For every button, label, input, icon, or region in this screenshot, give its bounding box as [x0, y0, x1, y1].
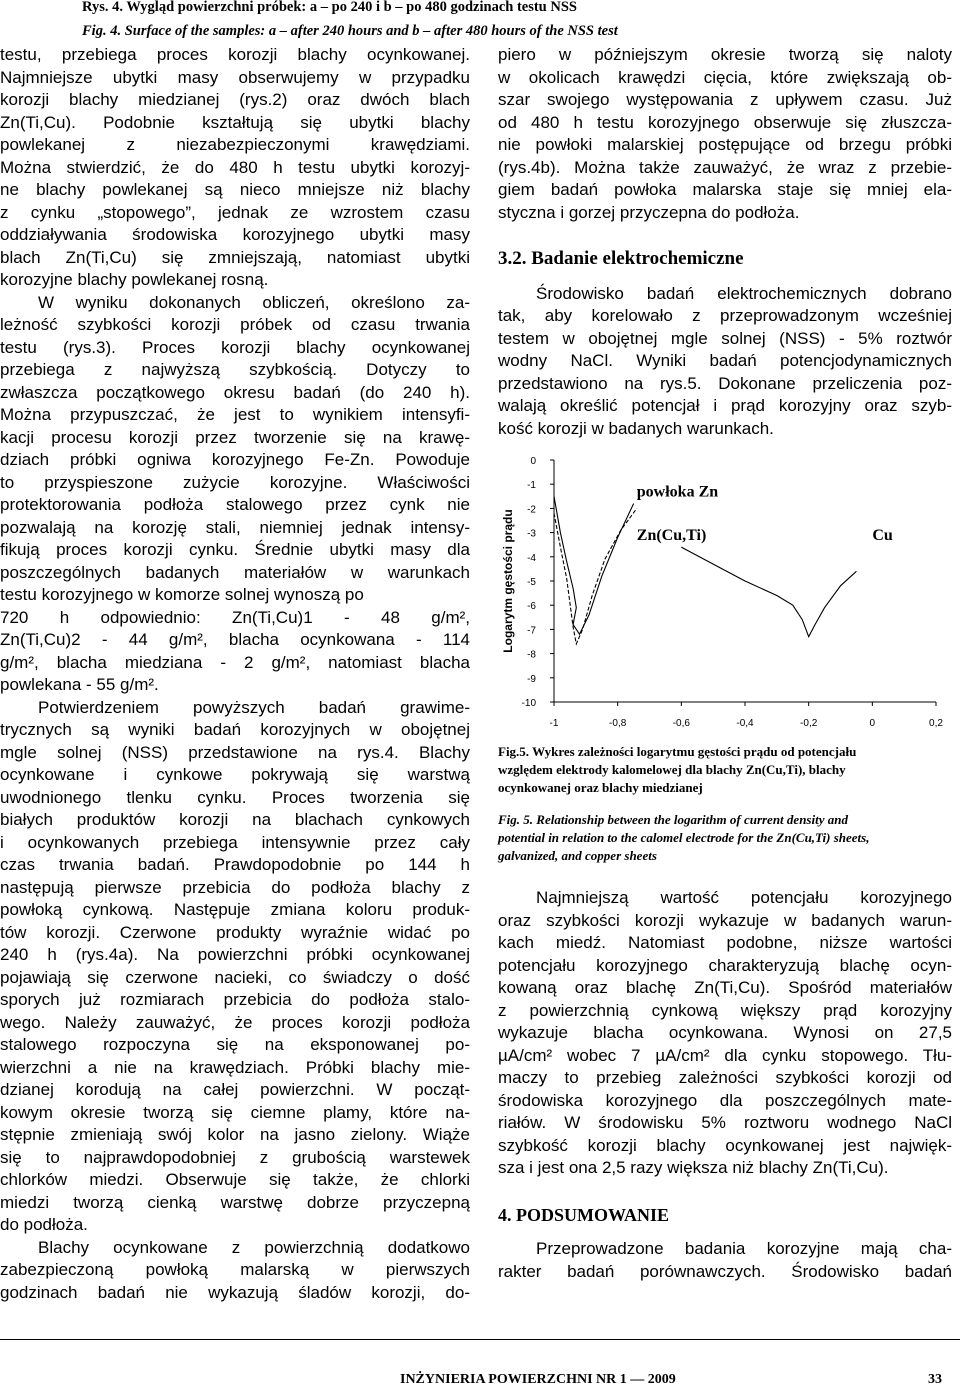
text-line: chlorków miedzi. Obserwuje się także, że chlorki [0, 1170, 470, 1189]
text-line: czas trwania badań. Prawdopodobnie po 144 h [0, 855, 470, 874]
text-line: nie powłoki malarskiej postępujące od brzegu próbki [498, 135, 952, 154]
text-line: kość korozji w badanych warunkach. [498, 418, 774, 438]
text-line: tów korozji. Czerwone produkty wyraźnie widać po [0, 922, 470, 942]
text-line: walają określić potencjał i prąd korozyjny oraz szyb- [498, 396, 952, 415]
text-line: godzinach badań nie wykazują śladów korozji, do- [0, 1282, 470, 1302]
text-line: stępnie zmieniają swój kolor na jasno zielony. Wiąże [0, 1125, 470, 1144]
legend-label: Zn(Cu,Ti) [636, 526, 707, 544]
text-line: Można stwierdzić, że do 480 h testu ubytki korozyj- [0, 157, 470, 177]
text-line: oddziaływania środowiska korozyjnego ubytki masy [0, 225, 470, 244]
y-tick-label: -2 [527, 504, 536, 516]
text-line: kach miedź. Natomiast podobne, niższe wartości [498, 933, 952, 952]
text-line: zabezpieczoną powłoką malarską w pierwszych [0, 1260, 470, 1279]
paragraph [0, 44, 470, 292]
text-line: z powierzchnią cynkową większy prąd korozyjny [498, 1000, 952, 1020]
text-line: trycznych są wyniki badań korozyjnych w obojętnej [0, 720, 470, 739]
caption-line: ocynkowanej oraz blachy miedzianej [498, 780, 703, 795]
y-axis-label: Logarytm gęstości prądu [501, 509, 515, 653]
text-line: uwodnionego tlenku cynku. Proces tworzenia się [0, 787, 470, 807]
paragraph [498, 887, 952, 1045]
figure-4-caption-pl: Rys. 4. Wygląd powierzchni próbek: a – po 240 i b – po 480 godzinach testu NSS [82, 0, 577, 15]
text-line: Przeprowadzone badania korozyjne mają cha- [536, 1239, 952, 1258]
text-line: się to najprawdopodobniej z grubością warstewek [0, 1147, 470, 1167]
text-line: od 480 h testu korozyjnego obserwuje się złuszcza- [498, 112, 952, 132]
text-line: maczy to przebieg zależności szybkości korozji od [498, 1068, 952, 1087]
series-line-2 [681, 547, 856, 637]
caption-line: Fig.5. Wykres zależności logarytmu gęstości prądu od potencjału [498, 744, 857, 759]
text-line: stalowego rozpoczyna się na eksponowanej po- [0, 1035, 470, 1054]
paragraph [0, 292, 470, 607]
x-tick-label: -0,4 [736, 718, 754, 729]
text-line: przebiega z najwyższą szybkością. Dotyczy to [0, 360, 470, 379]
text-line: poszczególnych badanych materiałów w warunkach [0, 562, 470, 582]
text-line: wykazuje blacha ocynkowana. Wynosi on 27,5 [498, 1023, 952, 1042]
footer-journal: INŻYNIERIA POWIERZCHNI NR 1 — 2009 [400, 1372, 676, 1387]
text-line: Zn(Ti,Cu). Podobnie kształtują się ubytki blachy [0, 112, 470, 132]
text-line: szar swojego występowania z upływem czasu. Już [498, 90, 952, 109]
text-line: kacji procesu korozji przez tworzenie się na krawę- [0, 427, 470, 447]
text-line: mgle solnej (NSS) przedstawione na rys.4. Blachy [0, 742, 470, 762]
x-tick-label: 0 [869, 718, 876, 729]
section-heading: 3.2. Badanie elektrochemiczne [498, 248, 744, 269]
text-line: tak, aby korelowało z przeprowadzonym wcześniej [498, 306, 952, 325]
text-line: powłoką cynkową. Następuje zmiana koloru produk- [0, 900, 470, 919]
text-line: dziach próbki ogniwa korozyjnego Fe-Zn. Powoduje [0, 450, 470, 469]
text-line: potencjału korozyjnego charakteryzują blachę ocyn- [498, 955, 952, 975]
series-line-1 [554, 508, 637, 644]
text-line: środowiska korozyjnego dla poszczególnych mate- [498, 1090, 952, 1110]
x-tick-label: -1 [549, 718, 559, 729]
text-line: zwłaszcza początkowego okresu badań (do 240 h). [0, 382, 470, 402]
text-line: następują pierwsze przebicia do podłoża blachy z [0, 877, 470, 897]
y-tick-label: 0 [530, 456, 536, 467]
text-line: ne blachy powlekanej są nieco mniejsze niż blachy [0, 180, 470, 199]
caption-line: względem elektrody kalomelowej dla blachy Zn(Cu,Ti), blachy [498, 762, 846, 777]
text-line: przedstawiono na rys.5. Dokonane przeliczenia poz- [498, 373, 952, 393]
text-line: kowym okresie tworzą się ciemne plamy, które na- [0, 1102, 470, 1122]
text-line: Najmniejszą wartość potencjału korozyjnego [536, 888, 952, 907]
text-line: 240 h (rys.4a). Na powierzchni próbki ocynkowanej [0, 945, 470, 964]
text-line: powlekana - 55 g/m². [0, 675, 159, 694]
text-line: g/m², blacha miedziana - 2 g/m², natomiast blacha [0, 652, 470, 672]
text-line: wego. Należy zauważyć, że proces korozji podłoża [0, 1012, 470, 1032]
legend-label: powłoka Zn [636, 483, 719, 501]
footer-divider [0, 1339, 960, 1340]
text-line: kowaną oraz blachę Zn(Ti,Cu). Spośród materiałów [498, 978, 952, 997]
y-tick-label: -9 [527, 673, 536, 685]
paragraph [498, 1067, 952, 1180]
text-line: wierzchni a nie na krawędziach. Próbki blachy mie- [0, 1057, 470, 1077]
paragraph [498, 1238, 952, 1283]
text-line: ocynkowane i cynkowe pokrywają się warstwą [0, 765, 470, 784]
text-line: W wyniku dokonanych obliczeń, określono za- [38, 292, 470, 312]
text-line: fikują proces korozji cynku. Średnie ubytki masy dla [0, 540, 470, 559]
text-line: testu (rys.3). Proces korozji blachy ocynkowanej [0, 337, 470, 357]
x-tick-label: -0,6 [672, 718, 690, 729]
y-tick-label: -7 [527, 625, 536, 637]
text-line: µA/cm² wobec 7 µA/cm² dla cynku stopowego. Tłu- [498, 1045, 952, 1065]
text-line: leżność szybkości korozji próbek od czasu trwania [0, 315, 470, 334]
text-line: styczna i gorzej przyczepna do podłoża. [498, 202, 800, 222]
paragraph [498, 283, 952, 441]
y-tick-label: -6 [527, 601, 536, 613]
text-line: pojawiają się czerwone nacieki, co świadczy o dość [0, 967, 470, 987]
text-line: Najmniejsze ubytki masy obserwujemy w przypadku [0, 67, 470, 87]
paragraph [0, 607, 470, 697]
text-line: szybkość korozji blachy ocynkowanej jest najwięk- [498, 1135, 952, 1155]
y-tick-label: -10 [521, 698, 536, 709]
caption-line: potential in relation to the calomel electrode for the Zn(Cu,Ti) sheets, [498, 830, 870, 845]
right-column-lower [498, 887, 952, 1283]
text-line: testu, przebiega proces korozji blachy ocynkowanej. [0, 45, 470, 64]
text-line: do podłoża. [0, 1215, 88, 1234]
text-line: blach Zn(Ti,Cu) się zmniejszają, natomiast ubytki [0, 247, 470, 267]
text-line: wodny NaCl. Wyniki badań potencjodynamicznych [498, 351, 952, 370]
text-line: rakter badań porównawczych. Środowisko badań [498, 1261, 952, 1281]
y-tick-label: -8 [527, 649, 536, 661]
figure-4-caption-en: Fig. 4. Surface of the samples: a – after 240 hours and b – after 480 hours of the NSS test [82, 23, 618, 39]
paragraph [498, 1045, 952, 1068]
x-tick-label: 0,2 [929, 718, 943, 729]
text-line: (rys.4b). Można także zauważyć, że wraz z przebie- [498, 157, 952, 177]
caption-line: Fig. 5. Relationship between the logarithm of current density and [498, 812, 848, 827]
text-line: sza i jest ona 2,5 razy większa niż blachy Zn(Ti,Cu). [498, 1158, 889, 1177]
text-line: testu korozyjnego w komorze solnej wynoszą po [0, 585, 364, 604]
text-line: sporych już rozmiarach przebicia do podłoża stalo- [0, 990, 470, 1009]
series-line-0 [554, 496, 634, 634]
text-line: protektorowania podłoża stalowego przez cynk nie [0, 495, 470, 514]
legend-label: Cu [872, 526, 893, 544]
caption-line: galvanized, and copper sheets [498, 848, 657, 863]
text-line: Środowisko badań elektrochemicznych dobrano [536, 283, 952, 303]
text-line: Można przypuszczać, że jest to wynikiem intensyfi- [0, 405, 470, 424]
section-heading: 4. PODSUMOWANIE [498, 1204, 670, 1225]
text-line: riałów. W środowisku 5% roztworu wodnego NaCl [498, 1113, 952, 1132]
paragraph [498, 44, 952, 224]
text-line: miedzi tworzą cienką warstwę dobrze przyczepną [0, 1192, 470, 1212]
text-line: giem badań powłoka malarska staje się mniej ela- [498, 180, 952, 199]
text-line: Potwierdzeniem powyższych badań grawime- [38, 697, 470, 717]
figure-5-caption-pl [498, 743, 960, 797]
y-tick-label: -5 [527, 577, 536, 588]
text-line: oraz szybkości korozji wykazuje w badanych warun- [498, 910, 952, 930]
text-line: piero w późniejszym okresie tworzą się naloty [498, 45, 952, 64]
text-line: z cynku „stopowego”, jednak ze wzrostem czasu [0, 202, 470, 222]
text-line: to przyspieszone zużycie korozyjne. Właściwości [0, 472, 470, 492]
text-line: dzianej korodują na całej powierzchni. W począt- [0, 1080, 470, 1099]
y-tick-label: -1 [527, 480, 536, 492]
right-column [498, 44, 952, 440]
text-line: w okolicach krawędzi cięcia, które zwiększają ob- [498, 67, 952, 87]
text-line: korozyjne blachy powlekanej rosną. [0, 270, 269, 289]
text-line: korozji blachy miedzianej (rys.2) oraz dwóch blach [0, 90, 470, 109]
figure-5-caption [498, 743, 960, 865]
text-line: i ocynkowanych przebiega intensywnie przez cały [0, 832, 470, 852]
y-tick-label: -3 [527, 528, 536, 540]
text-line: Blachy ocynkowane z powierzchnią dodatkowo [38, 1237, 470, 1257]
y-tick-label: -4 [527, 552, 536, 564]
paragraph [0, 1237, 470, 1305]
text-line: 720 h odpowiednio: Zn(Ti,Cu)1 - 48 g/m², [0, 607, 470, 627]
text-line: białych produktów korozji na blachach cynkowych [0, 810, 470, 829]
x-tick-label: -0,8 [609, 718, 627, 729]
polarization-chart [498, 440, 960, 740]
text-line: Zn(Ti,Cu)2 - 44 g/m², blacha ocynkowana - 114 [0, 630, 470, 649]
paragraph [0, 697, 470, 1237]
page-number: 33 [928, 1372, 942, 1387]
text-line: powlekanej z niezabezpieczonymi krawędziami. [0, 135, 470, 154]
left-column [0, 44, 470, 1304]
text-line: pozwalają na korozję stali, niemniej jednak intensy- [0, 517, 470, 537]
text-line: testem w obojętnej mgle solnej (NSS) - 5% roztwór [498, 328, 952, 348]
figure-5-caption-en [498, 811, 960, 865]
x-tick-label: -0,2 [800, 718, 818, 729]
